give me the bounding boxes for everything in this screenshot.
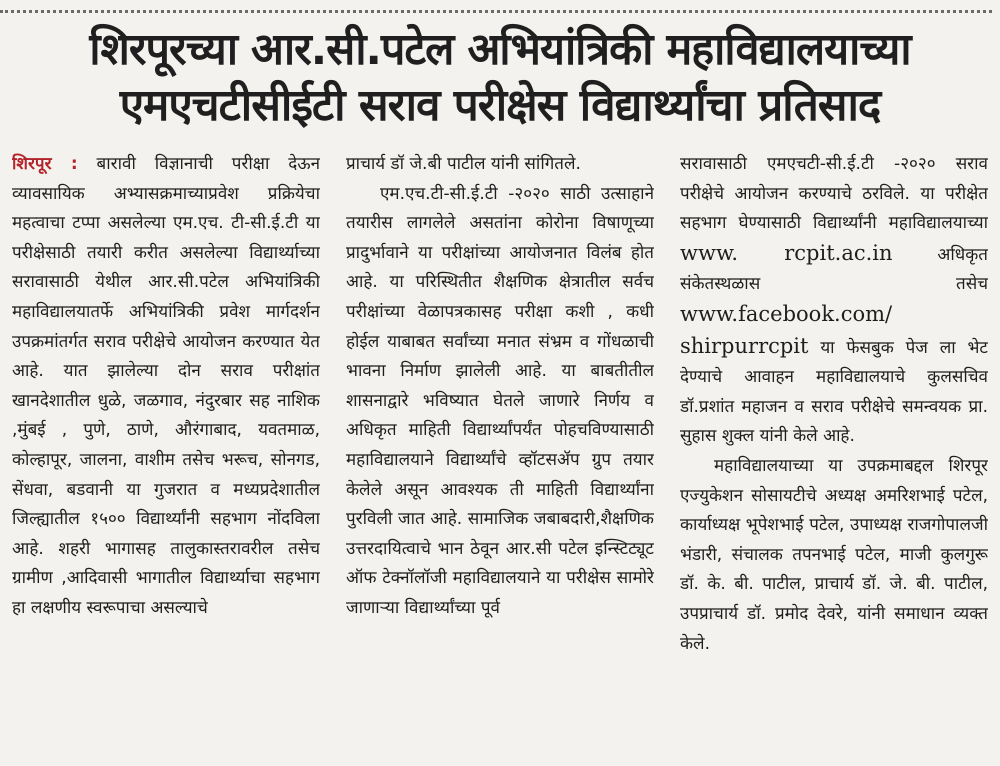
paragraph-4-text-b: अधिकृत संकेतस्थळास तसेच [680,244,988,295]
website-url: www. rcpit.ac.in [680,240,893,265]
facebook-url: www.facebook.com/ shirpurrcpit [680,301,893,358]
headline-line-1: शिरपूरच्या आर.सी.पटेल अभियांत्रिकी महाविद्यालयाच्या [89,24,911,75]
paragraph-5: महाविद्यालयाच्या या उपक्रमाबद्दल शिरपूर एज्युकेशन सोसायटीचे अध्यक्ष अमरिशभाई पटेल, कार्याध्यक्ष भूपेशभाई पटेल, उपाध्यक्ष राजगोपालजी भंडारी, संचालक तपनभाई पटेल, माजी कुलगुरू डॉ. के. बी. पाटील, प्राचार्य डॉ. जे. बी. पाटील, उपप्राचार्य डॉ. प्रमोद देवरे, यांनी समाधान व्यक्त केले. [680,455,988,654]
paragraph-1 [12,150,320,624]
headline-line-2: एमएचटीसीईटी सराव परीक्षेस विद्यार्थ्यांचा प्रतिसाद [119,80,881,131]
article-column-1 [12,150,320,760]
article-column-3 [680,150,988,760]
article-body [12,150,988,760]
paragraph-2: प्राचार्य डॉ जे.बी पाटील यांनी सांगितले. [346,154,581,174]
paragraph-4 [680,150,988,452]
article-column-2 [346,150,654,760]
paragraph-4-text-a: सरावासाठी एमएचटी-सी.ई.टी -२०२० सराव परीक्षेचे आयोजन करण्याचे ठरविले. या परीक्षेत सहभाग घेण्यासाठी विद्यार्थ्यांनी महाविद्यालयाच्या [680,154,988,234]
dateline: शिरपूर : [12,154,78,174]
headline [0,22,1000,134]
paragraph-4-text-c: या फेसबुक पेज ला भेट देण्याचे आवाहन महाविद्यालयाचे कुलसचिव डॉ.प्रशांत महाजन व सराव परीक्षेचे समन्वयक प्रा. सुहास शुक्ल यांनी केले आहे. [680,337,988,447]
paragraph-3: एम.एच.टी-सी.ई.टी -२०२० साठी उत्साहाने तयारीस लागलेले असतांना कोरोना विषाणूच्या प्रादुर्भावाने या परीक्षांच्या आयोजनात विलंब होत आहे. या परिस्थितीत शैक्षणिक क्षेत्रातील सर्वच परीक्षांच्या वेळापत्रकासह परीक्षा कशी , कधी होईल याबाबत सर्वांच्या मनात संभ्रम व गोंधळाची भावना निर्माण झालेली आहे. या बाबतीतील शासनाद्वारे भविष्यात घेतले जाणारे निर्णय व अधिकृत माहिती विद्यार्थ्यांपर्यंत पोहचविण्यासाठी महाविद्यालयाने विद्यार्थ्यांचे व्हॉटसॲप ग्रुप तयार केलेले असून आवश्यक ती माहिती विद्यार्थ्यांना पुरविली जात आहे. सामाजिक जबाबदारी,शैक्षणिक उत्तरदायित्वाचे भान ठेवून आर.सी पटेल इन्स्टिट्यूट ऑफ टेक्नॉलॉजी महाविद्यालयाने या परीक्षेस सामोरे जाणाऱ्या विद्यार्थ्यांच्या पूर्व [346,183,654,618]
paragraph-1-text: बारावी विज्ञानाची परीक्षा देऊन व्यावसायिक अभ्यासक्रमाच्याप्रवेश प्रक्रियेचा महत्वाचा टप्पा असलेल्या एम.एच. टी-सी.ई.टी या परीक्षेसाठी तयारी करीत असलेल्या विद्यार्थ्याच्या सरावासाठी येथील आर.सी.पटेल अभियांत्रिकी महाविद्यालयातर्फे अभियांत्रिकी प्रवेश मार्गदर्शन उपक्रमांतर्गत सराव परीक्षेचे आयोजन करण्यात येत आहे. यात झालेल्या दोन सराव परीक्षांत खानदेशातील धुळे, जळगाव, नंदुरबार सह नाशिक ,मुंबई , पुणे, ठाणे, औरंगाबाद, यवतमाळ, कोल्हापूर, जालना, वाशीम तसेच भरूच, सोनगड, सेंधवा, बडवानी या गुजरात व मध्यप्रदेशातील जिल्ह्यातील १५०० विद्यार्थ्यांनी सहभाग नोंदविला आहे. शहरी भागासह तालुकास्तरावरील तसेच ग्रामीण ,आदिवासी भागातील विद्यार्थ्याचा सहभाग हा लक्षणीय स्वरूपाचा असल्याचे [12,154,320,618]
top-dotted-rule [0,10,992,13]
